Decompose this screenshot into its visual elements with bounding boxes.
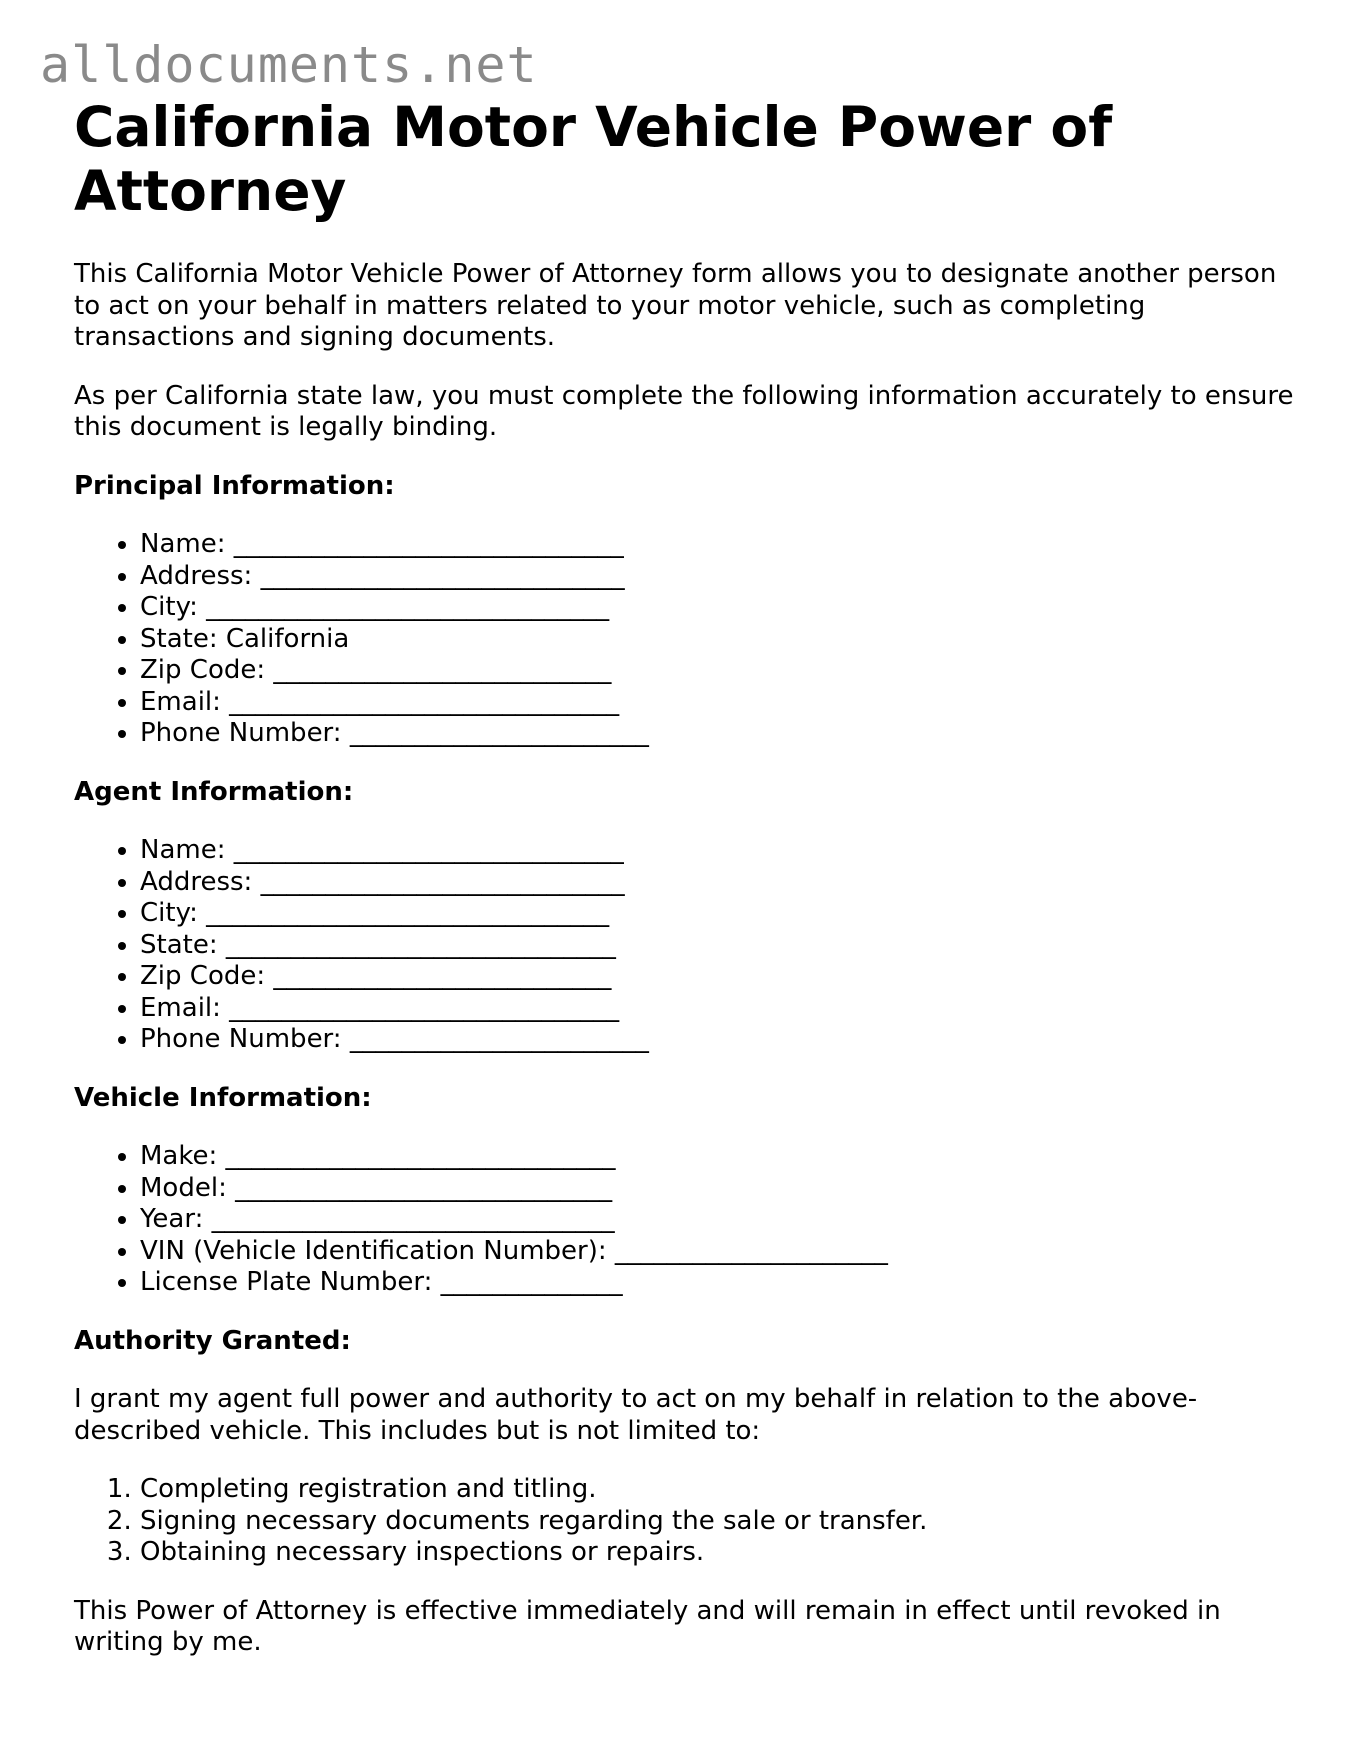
principal-zip-field: • Zip Code: __________________________ xyxy=(140,655,1294,687)
intro-paragraph: This California Motor Vehicle Power of Attorney form allows you to designate another person to act on your behalf in matters related to your motor vehicle, such as completing transactions and signing documents. xyxy=(74,259,1277,352)
vehicle-fields-list xyxy=(74,1141,1294,1299)
principal-name-field: • Name: ______________________________ xyxy=(140,529,1294,561)
closing-paragraph: This Power of Attorney is effective immediately and will remain in effect until revoked in writing by me. xyxy=(74,1595,1221,1657)
authority-item: 1. Completing registration and titling. xyxy=(140,1474,1294,1506)
vehicle-plate-field: • License Plate Number: ______________ xyxy=(140,1267,1294,1299)
agent-name-field: • Name: ______________________________ xyxy=(140,835,1294,867)
principal-heading: Principal Information: xyxy=(74,470,395,501)
principal-fields-list xyxy=(74,529,1294,750)
principal-email-field: • Email: ______________________________ xyxy=(140,687,1294,719)
vehicle-heading: Vehicle Information: xyxy=(74,1082,372,1113)
authority-paragraph: I grant my agent full power and authority to act on my behalf in relation to the above-described vehicle. This includes but is not limited to: xyxy=(74,1384,1198,1446)
agent-city-field: • City: _______________________________ xyxy=(140,898,1294,930)
document-title: California Motor Vehicle Power of Attorney xyxy=(74,95,1113,223)
authority-item: 3. Obtaining necessary inspections or repairs. xyxy=(140,1537,1294,1569)
agent-address-field: • Address: ____________________________ xyxy=(140,867,1294,899)
document-page xyxy=(74,95,1294,1659)
agent-heading: Agent Information: xyxy=(74,776,354,807)
watermark: alldocuments.net xyxy=(40,36,538,94)
principal-address-field: • Address: ____________________________ xyxy=(140,561,1294,593)
principal-phone-field: • Phone Number: _______________________ xyxy=(140,718,1294,750)
authority-heading: Authority Granted: xyxy=(74,1325,351,1356)
principal-state-field: • State: California xyxy=(140,624,1294,656)
authority-list xyxy=(74,1474,1294,1569)
law-note-paragraph: As per California state law, you must complete the following information accurately to ensure this document is legally binding. xyxy=(74,380,1294,442)
vehicle-vin-field: • VIN (Vehicle Identification Number): _____________________ xyxy=(140,1236,1294,1268)
vehicle-model-field: • Model: _____________________________ xyxy=(140,1173,1294,1205)
principal-city-field: • City: _______________________________ xyxy=(140,592,1294,624)
vehicle-make-field: • Make: ______________________________ xyxy=(140,1141,1294,1173)
authority-item: 2. Signing necessary documents regarding the sale or transfer. xyxy=(140,1506,1294,1538)
agent-fields-list xyxy=(74,835,1294,1056)
agent-state-field: • State: ______________________________ xyxy=(140,930,1294,962)
vehicle-year-field: • Year: _______________________________ xyxy=(140,1204,1294,1236)
agent-zip-field: • Zip Code: __________________________ xyxy=(140,961,1294,993)
agent-phone-field: • Phone Number: _______________________ xyxy=(140,1024,1294,1056)
agent-email-field: • Email: ______________________________ xyxy=(140,993,1294,1025)
